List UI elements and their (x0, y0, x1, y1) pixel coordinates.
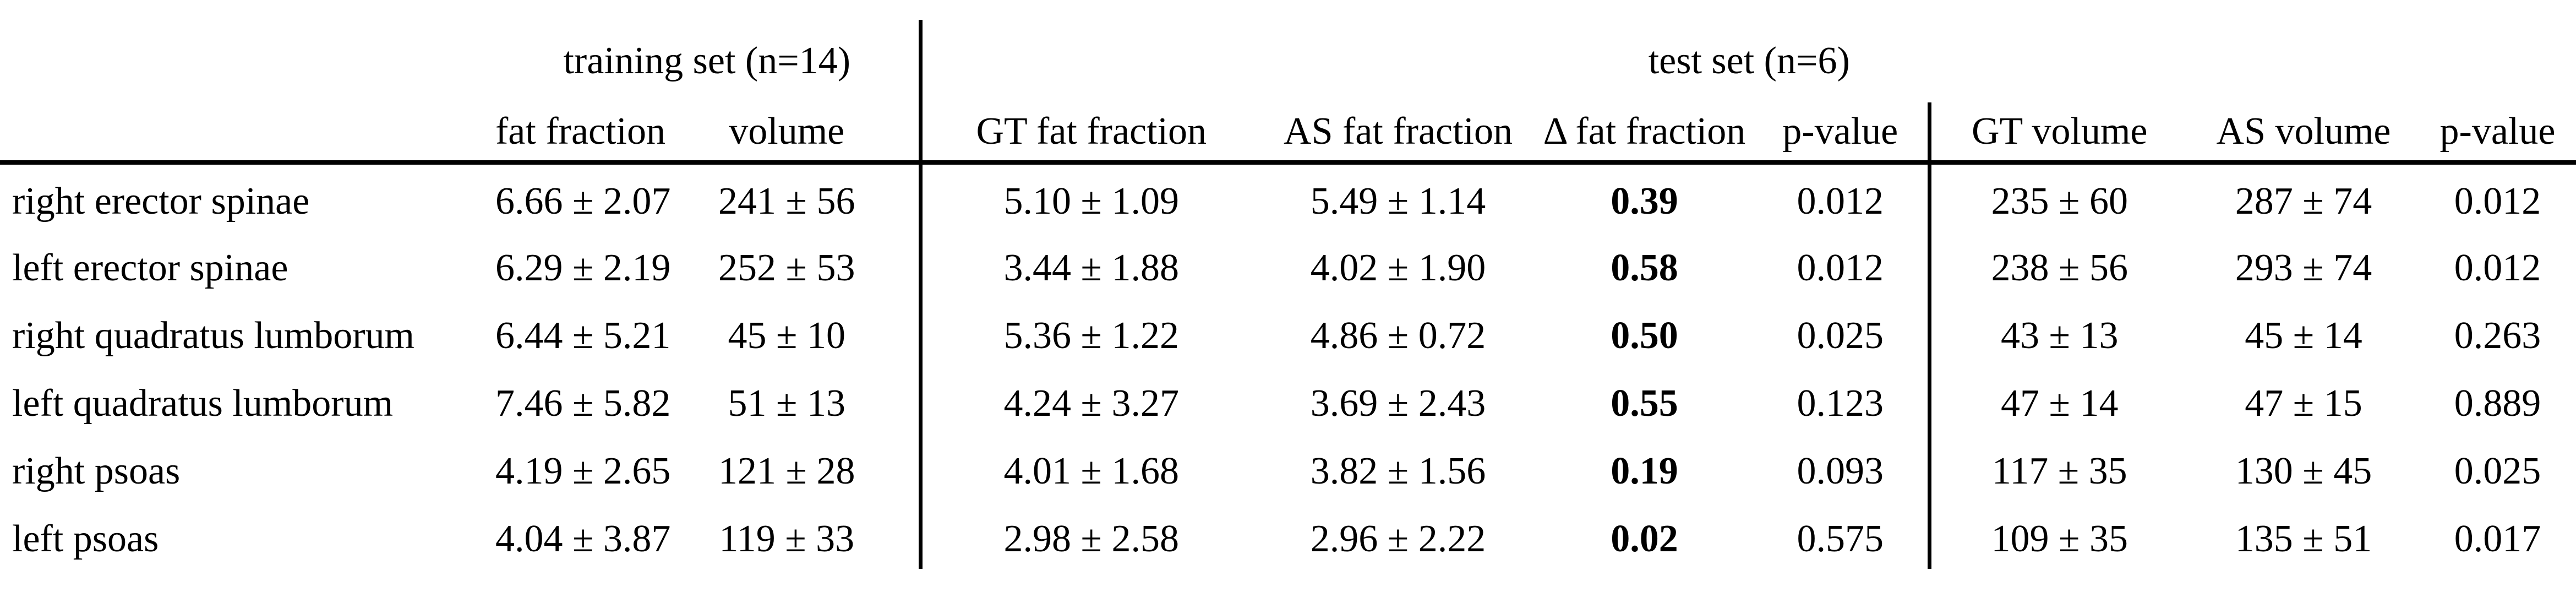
cell-as-volume: 130 ± 45 (2235, 449, 2372, 492)
cell-p-value-fat-fraction: 0.123 (1753, 366, 1929, 433)
cell-train-fat-fraction: 6.66 ± 2.07 (495, 180, 671, 222)
cell-train-fat-fraction: 6.29 ± 2.19 (495, 246, 671, 289)
table-row (0, 433, 2576, 501)
cell-p-value-volume: 0.263 (2454, 314, 2541, 357)
column-header-row (0, 102, 2576, 162)
cell-p-value-volume: 0.012 (2454, 246, 2541, 289)
header-as-fat-fraction: AS fat fraction (1260, 102, 1536, 162)
cell-train-volume: 121 ± 28 (655, 433, 920, 501)
table-header (0, 20, 2576, 162)
row-label: right psoas (12, 449, 181, 492)
cell-as-volume: 135 ± 51 (2235, 517, 2372, 560)
cell-as-fat-fraction: 2.96 ± 2.22 (1310, 517, 1486, 560)
cell-as-volume: 293 ± 74 (2235, 246, 2372, 289)
header-train-fat-fraction: fat fraction (495, 102, 655, 162)
row-label: right erector spinae (12, 180, 310, 222)
cell-delta-fat-fraction: 0.39 (1611, 180, 1678, 222)
table-body (0, 162, 2576, 569)
cell-train-volume: 241 ± 56 (655, 162, 920, 230)
cell-p-value-fat-fraction: 0.012 (1753, 230, 1929, 298)
cell-p-value-fat-fraction: 0.025 (1753, 298, 1929, 366)
row-label: left psoas (12, 517, 159, 560)
cell-gt-fat-fraction: 3.44 ± 1.88 (1003, 246, 1179, 289)
cell-gt-fat-fraction: 4.24 ± 3.27 (1003, 382, 1179, 425)
cell-delta-fat-fraction: 0.19 (1611, 449, 1678, 492)
table-row (0, 230, 2576, 298)
cell-p-value-volume: 0.025 (2454, 449, 2541, 492)
cell-as-fat-fraction: 3.82 ± 1.56 (1310, 449, 1486, 492)
header-as-volume: AS volume (2188, 102, 2419, 162)
cell-delta-fat-fraction: 0.55 (1611, 382, 1678, 425)
header-p-value-volume: p-value (2419, 102, 2576, 162)
cell-gt-fat-fraction: 2.98 ± 2.58 (1003, 517, 1179, 560)
row-label: left erector spinae (12, 246, 288, 289)
cell-as-volume: 47 ± 15 (2245, 382, 2362, 425)
cell-train-volume: 45 ± 10 (655, 298, 920, 366)
cell-gt-volume: 43 ± 13 (2001, 314, 2119, 357)
cell-p-value-fat-fraction: 0.012 (1753, 162, 1929, 230)
cell-p-value-volume: 0.012 (2454, 180, 2541, 222)
cell-gt-volume: 238 ± 56 (1991, 246, 2128, 289)
cell-p-value-fat-fraction: 0.093 (1753, 433, 1929, 501)
group-header-test-set: test set (n=6) (1648, 40, 1850, 82)
row-label: right quadratus lumborum (12, 314, 415, 357)
cell-as-volume: 287 ± 74 (2235, 180, 2372, 222)
cell-train-volume: 119 ± 33 (655, 501, 920, 569)
cell-p-value-volume: 0.889 (2454, 382, 2541, 425)
cell-as-fat-fraction: 5.49 ± 1.14 (1310, 180, 1486, 222)
muscle-measurements-table (0, 20, 2576, 569)
blank-label-header (0, 102, 495, 162)
cell-gt-fat-fraction: 4.01 ± 1.68 (1003, 449, 1179, 492)
header-p-value-fat-fraction: p-value (1753, 102, 1929, 162)
table-row (0, 298, 2576, 366)
cell-train-fat-fraction: 4.04 ± 3.87 (495, 517, 671, 560)
cell-gt-fat-fraction: 5.36 ± 1.22 (1003, 314, 1179, 357)
cell-gt-volume: 109 ± 35 (1991, 517, 2128, 560)
cell-train-fat-fraction: 4.19 ± 2.65 (495, 449, 671, 492)
group-header-row (0, 20, 2576, 102)
row-label: left quadratus lumborum (12, 382, 394, 425)
table-row (0, 366, 2576, 433)
cell-as-fat-fraction: 3.69 ± 2.43 (1310, 382, 1486, 425)
header-delta-fat-fraction: Δ fat fraction (1536, 102, 1753, 162)
cell-train-volume: 252 ± 53 (655, 230, 920, 298)
header-gt-fat-fraction: GT fat fraction (920, 102, 1260, 162)
header-train-volume: volume (655, 102, 920, 162)
cell-as-fat-fraction: 4.86 ± 0.72 (1310, 314, 1486, 357)
cell-as-fat-fraction: 4.02 ± 1.90 (1310, 246, 1486, 289)
blank-corner-cell (0, 20, 495, 102)
cell-p-value-volume: 0.017 (2454, 517, 2541, 560)
cell-delta-fat-fraction: 0.50 (1611, 314, 1678, 357)
cell-train-fat-fraction: 6.44 ± 5.21 (495, 314, 671, 357)
cell-p-value-fat-fraction: 0.575 (1753, 501, 1929, 569)
cell-train-fat-fraction: 7.46 ± 5.82 (495, 382, 671, 425)
cell-gt-volume: 47 ± 14 (2001, 382, 2119, 425)
header-gt-volume: GT volume (1929, 102, 2188, 162)
table-row (0, 162, 2576, 230)
cell-as-volume: 45 ± 14 (2245, 314, 2362, 357)
group-header-training-set: training set (n=14) (495, 20, 920, 102)
cell-train-volume: 51 ± 13 (655, 366, 920, 433)
cell-delta-fat-fraction: 0.02 (1611, 517, 1678, 560)
table-row (0, 501, 2576, 569)
cell-gt-fat-fraction: 5.10 ± 1.09 (1003, 180, 1179, 222)
cell-delta-fat-fraction: 0.58 (1611, 246, 1678, 289)
cell-gt-volume: 235 ± 60 (1991, 180, 2128, 222)
cell-gt-volume: 117 ± 35 (1991, 449, 2127, 492)
